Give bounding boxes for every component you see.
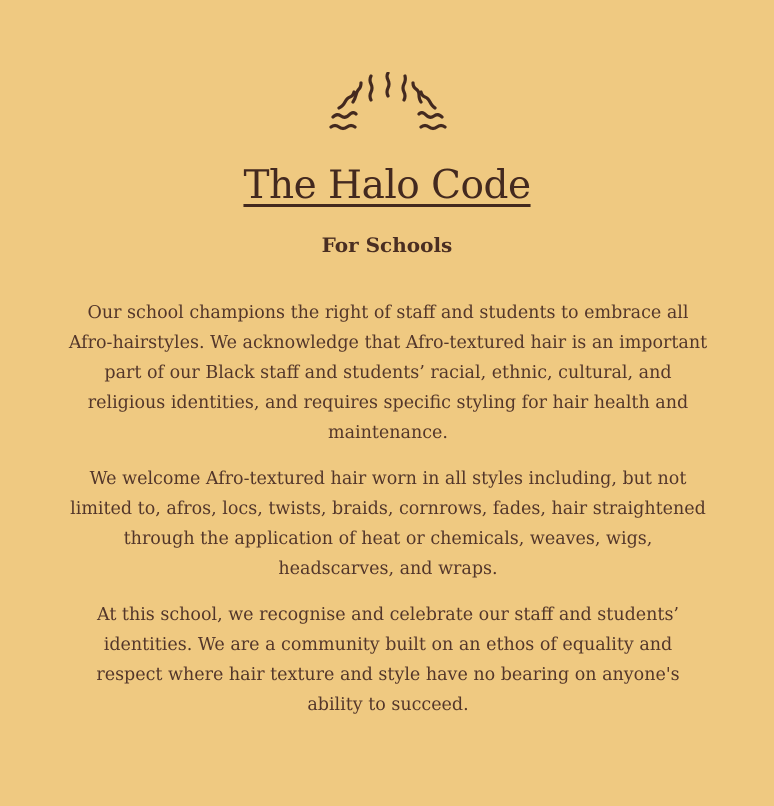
paragraph-community: At this school, we recognise and celebrate our staff and students’ identities. We are a community built on an ethos of equality and respect where hair texture and style have no bearing on anyone's ability to succeed. xyxy=(96,605,680,715)
paragraph-intro: Our school champions the right of staff and students to embrace all Afro-hairstyles. We acknowledge that Afro-textured hair is an important part of our Black staff and students’ racial, ethnic, cultural, and religious identities, and requires specific styling for hair health and maintenance. xyxy=(68,303,708,443)
sunburst-wavy-lines-icon xyxy=(327,72,449,136)
page-subtitle: For Schools xyxy=(321,233,453,257)
body-text xyxy=(68,298,708,736)
page-title xyxy=(0,160,774,212)
title-link[interactable]: The Halo Code xyxy=(243,163,531,208)
paragraph-styles: We welcome Afro-textured hair worn in all styles including, but not limited to, afros, locs, twists, braids, cornrows, fades, hair straightened through the application of heat or chemicals, weaves, wigs, headscarves, and wraps. xyxy=(70,469,706,579)
